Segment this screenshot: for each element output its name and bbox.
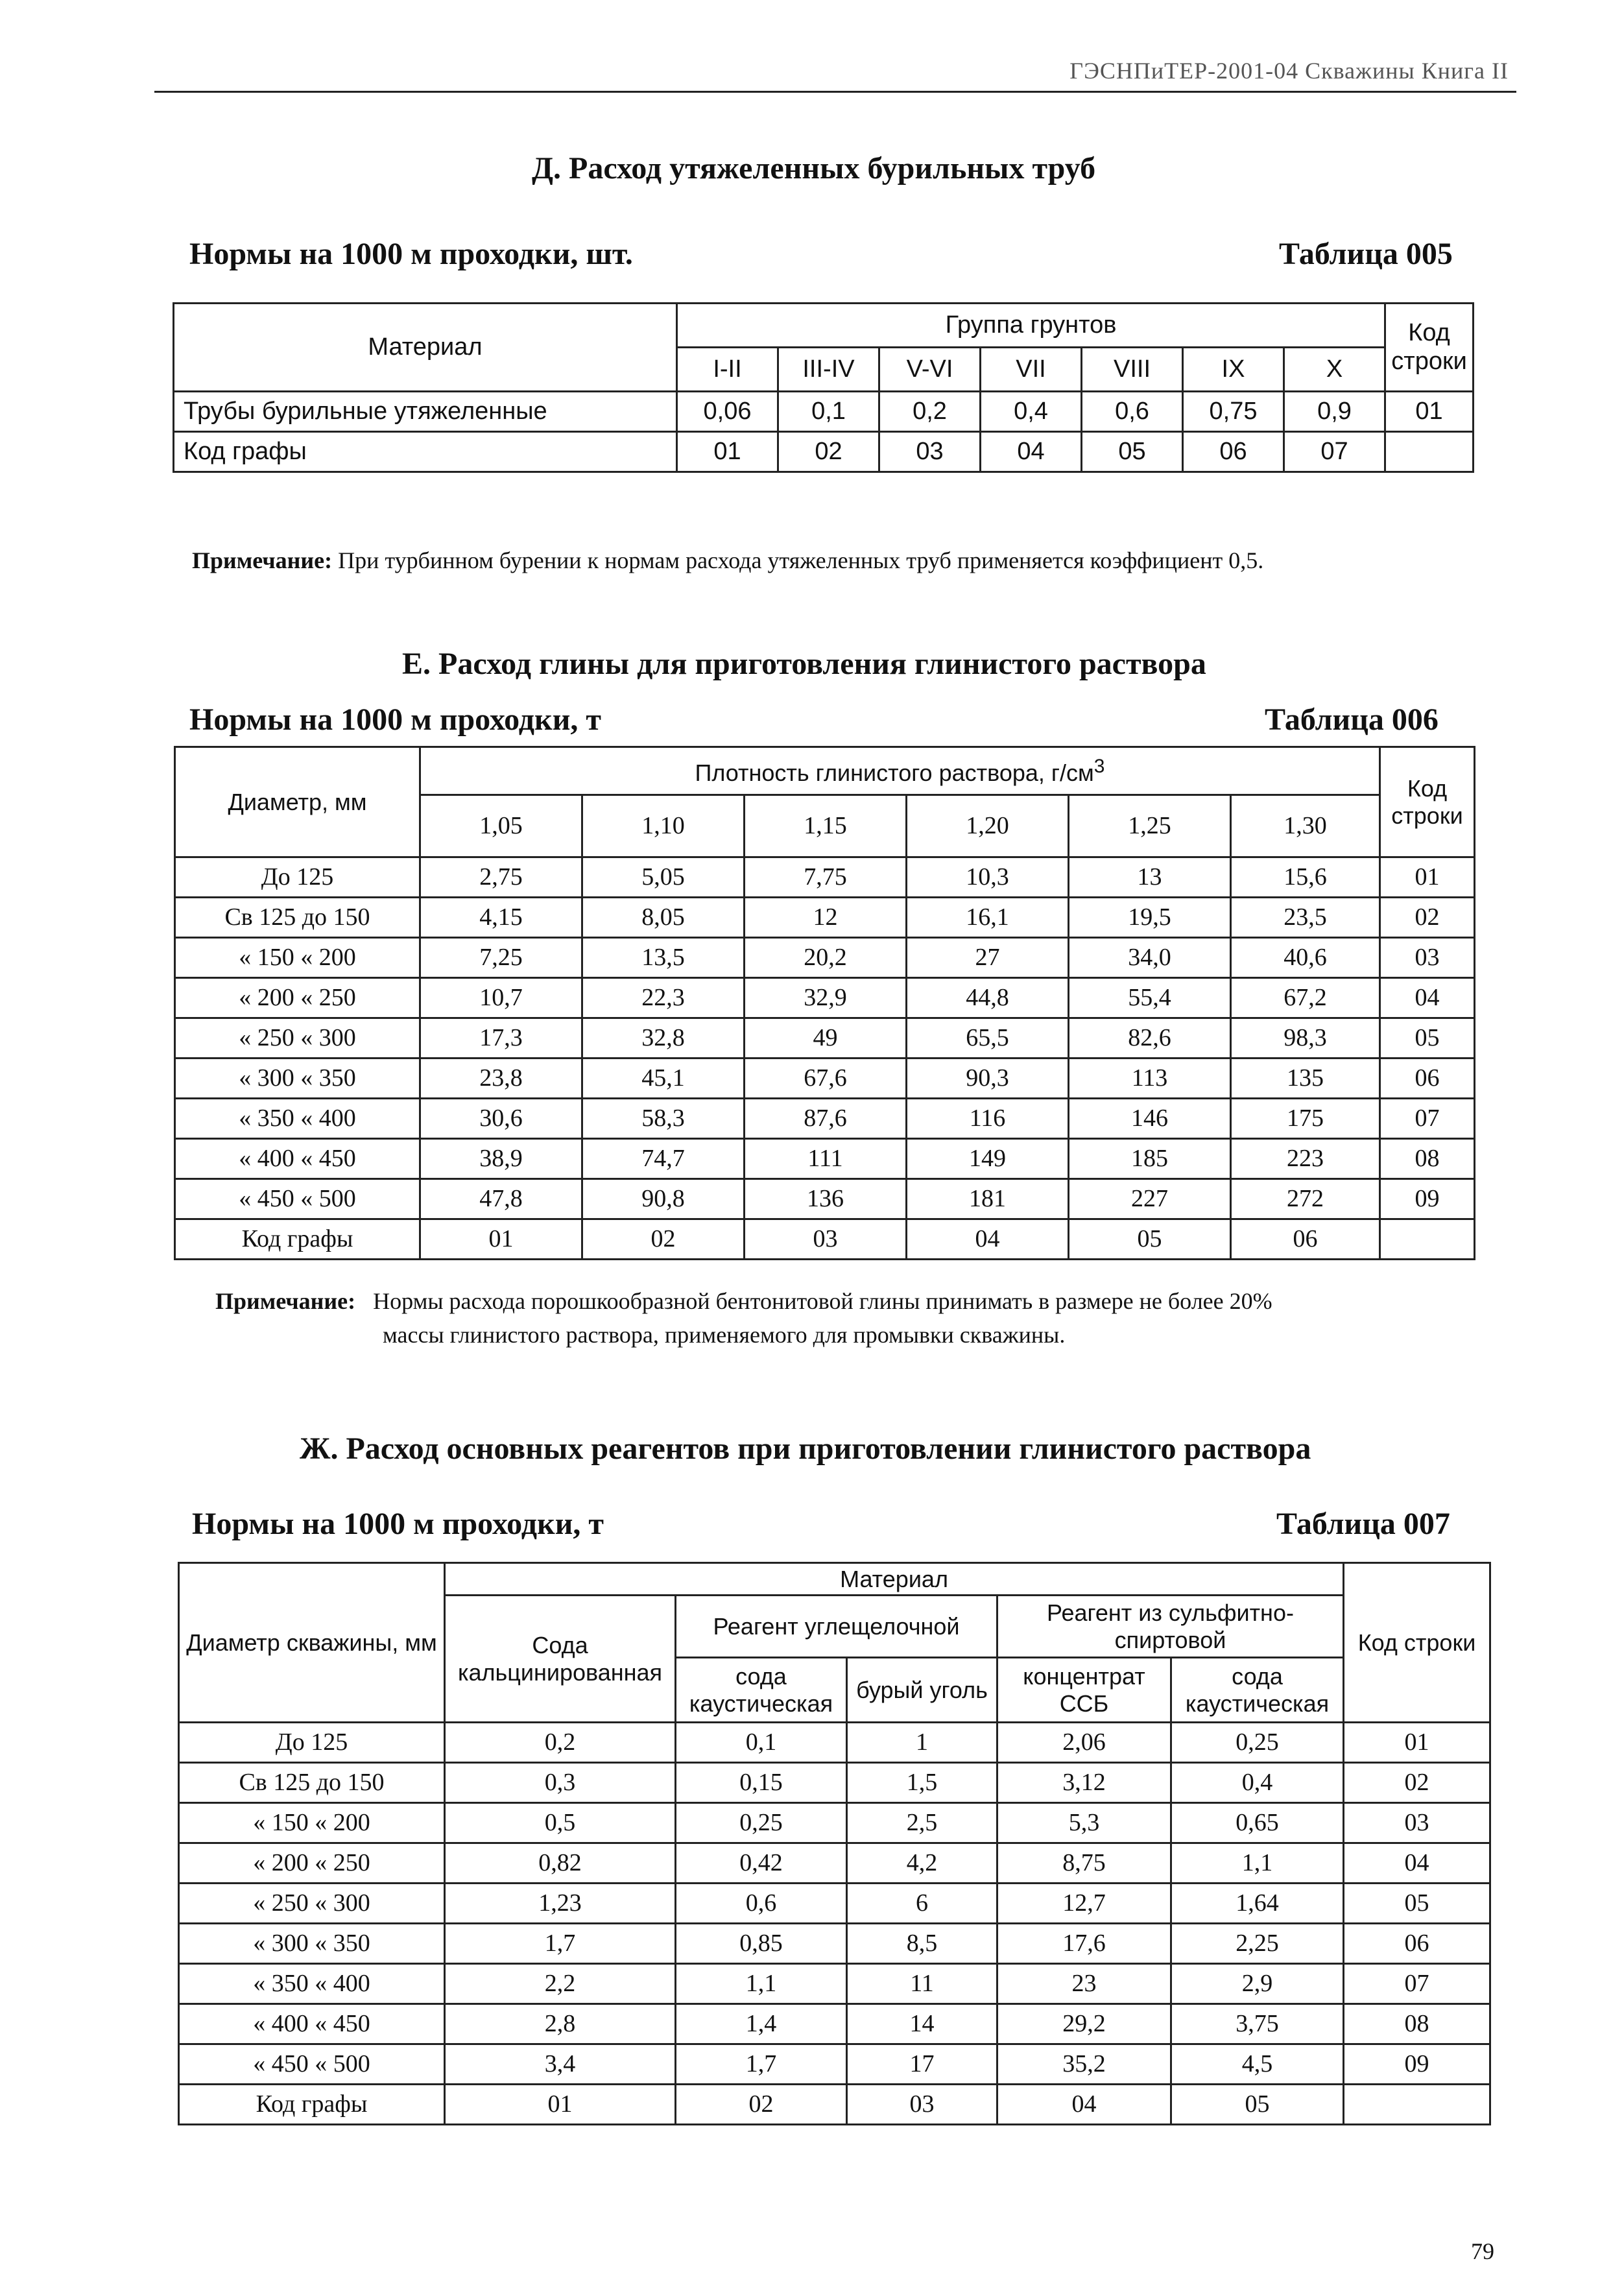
- t006-header-code: Код строки: [1380, 747, 1475, 857]
- table-row: [179, 1763, 1490, 1803]
- row-name: Код графы: [179, 2085, 445, 2125]
- cell: 02: [582, 1219, 745, 1260]
- section-e-table-label: Таблица 006: [1265, 702, 1439, 737]
- cell: 149: [907, 1139, 1069, 1179]
- cell: 30,6: [420, 1099, 582, 1139]
- t006-density: 1,05: [420, 795, 582, 857]
- cell: 0,3: [445, 1763, 676, 1803]
- density-unit-sup: 3: [1093, 755, 1105, 777]
- t005-header-material: Материал: [174, 304, 677, 392]
- cell: 12,7: [997, 1884, 1171, 1924]
- cell: 2,5: [847, 1803, 997, 1843]
- row-name: « 200 « 250: [175, 978, 420, 1018]
- table-row: [179, 1843, 1490, 1884]
- cell: 3,12: [997, 1763, 1171, 1803]
- cell: 8,75: [997, 1843, 1171, 1884]
- row-code: 04: [1344, 1843, 1490, 1884]
- cell: 16,1: [907, 898, 1069, 938]
- cell: 58,3: [582, 1099, 745, 1139]
- table-row: [175, 1139, 1475, 1179]
- cell: 47,8: [420, 1179, 582, 1219]
- cell: 8,05: [582, 898, 745, 938]
- section-d-table-label: Таблица 005: [1279, 237, 1453, 271]
- cell: 0,65: [1171, 1803, 1344, 1843]
- cell: 34,0: [1069, 938, 1231, 978]
- row-name: « 450 « 500: [179, 2044, 445, 2085]
- cell: 90,3: [907, 1059, 1069, 1099]
- t005-group: VIII: [1082, 348, 1183, 392]
- row-code: 07: [1344, 1964, 1490, 2004]
- row-name: До 125: [179, 1723, 445, 1763]
- cell: 01: [445, 2085, 676, 2125]
- t005-group: VII: [981, 348, 1082, 392]
- t007-header-diameter: Диаметр скважины, мм: [179, 1563, 445, 1723]
- cell: 0,2: [879, 392, 981, 432]
- table-row: [175, 1099, 1475, 1139]
- cell: 98,3: [1231, 1018, 1380, 1059]
- table-005: [173, 302, 1474, 473]
- cell: 82,6: [1069, 1018, 1231, 1059]
- row-code: 02: [1380, 898, 1475, 938]
- row-name: « 300 « 350: [175, 1059, 420, 1099]
- cell: 11: [847, 1964, 997, 2004]
- cell: 35,2: [997, 2044, 1171, 2085]
- running-header: ГЭСНПиТЕР-2001-04 Скважины Книга II: [1069, 58, 1509, 84]
- cell: 0,4: [981, 392, 1082, 432]
- cell: 0,5: [445, 1803, 676, 1843]
- cell: 13,5: [582, 938, 745, 978]
- cell: 87,6: [745, 1099, 907, 1139]
- cell: 0,1: [778, 392, 879, 432]
- t006-header-diameter: Диаметр, мм: [175, 747, 420, 857]
- t006-density: 1,10: [582, 795, 745, 857]
- t006-density: 1,25: [1069, 795, 1231, 857]
- row-code: 03: [1380, 938, 1475, 978]
- row-code: 01: [1385, 392, 1474, 432]
- cell: 4,15: [420, 898, 582, 938]
- header-rule: [154, 91, 1516, 93]
- cell: 6: [847, 1884, 997, 1924]
- cell: 1,1: [1171, 1843, 1344, 1884]
- row-name: « 300 « 350: [179, 1924, 445, 1964]
- row-code: [1344, 2085, 1490, 2125]
- cell: 2,75: [420, 857, 582, 898]
- row-name: Св 125 до 150: [179, 1763, 445, 1803]
- table-row: [179, 1803, 1490, 1843]
- t005-group: III-IV: [778, 348, 879, 392]
- cell: 0,42: [676, 1843, 847, 1884]
- row-code: 01: [1344, 1723, 1490, 1763]
- row-name: Код графы: [175, 1219, 420, 1260]
- cell: 10,3: [907, 857, 1069, 898]
- cell: 32,9: [745, 978, 907, 1018]
- cell: 7,25: [420, 938, 582, 978]
- row-code: [1380, 1219, 1475, 1260]
- cell: 111: [745, 1139, 907, 1179]
- cell: 1,1: [676, 1964, 847, 2004]
- cell: 0,2: [445, 1723, 676, 1763]
- row-name: Трубы бурильные утяжеленные: [174, 392, 677, 432]
- note-text: При турбинном бурении к нормам расхода утяжеленных труб применяется коэффициент 0,5.: [338, 547, 1264, 573]
- cell: 01: [420, 1219, 582, 1260]
- row-name: « 400 « 450: [179, 2004, 445, 2044]
- cell: 05: [1069, 1219, 1231, 1260]
- table-row: [179, 1884, 1490, 1924]
- cell: 135: [1231, 1059, 1380, 1099]
- cell: 1: [847, 1723, 997, 1763]
- cell: 20,2: [745, 938, 907, 978]
- cell: 146: [1069, 1099, 1231, 1139]
- cell: 0,75: [1183, 392, 1284, 432]
- cell: 7,75: [745, 857, 907, 898]
- cell: 2,06: [997, 1723, 1171, 1763]
- cell: 02: [676, 2085, 847, 2125]
- table-row: [175, 1219, 1475, 1260]
- t005-group: IX: [1183, 348, 1284, 392]
- row-code: 01: [1380, 857, 1475, 898]
- table-007: [178, 1562, 1491, 2125]
- cell: 1,7: [676, 2044, 847, 2085]
- cell: 23: [997, 1964, 1171, 2004]
- table-006: [174, 746, 1475, 1260]
- cell: 1,4: [676, 2004, 847, 2044]
- cell: 2,2: [445, 1964, 676, 2004]
- cell: 0,1: [676, 1723, 847, 1763]
- density-label: Плотность глинистого раствора, г/см: [695, 759, 1094, 786]
- section-e-norms: Нормы на 1000 м проходки, т: [189, 702, 601, 737]
- cell: 67,6: [745, 1059, 907, 1099]
- cell: 14: [847, 2004, 997, 2044]
- t006-density: 1,30: [1231, 795, 1380, 857]
- cell: 272: [1231, 1179, 1380, 1219]
- cell: 5,3: [997, 1803, 1171, 1843]
- table-row: [175, 857, 1475, 898]
- cell: 227: [1069, 1179, 1231, 1219]
- section-d-norms: Нормы на 1000 м проходки, шт.: [189, 237, 633, 271]
- row-code: 08: [1380, 1139, 1475, 1179]
- t006-density: 1,15: [745, 795, 907, 857]
- table-row: [175, 1018, 1475, 1059]
- cell: 3,4: [445, 2044, 676, 2085]
- cell: 12: [745, 898, 907, 938]
- t007-header-code: Код строки: [1344, 1563, 1490, 1723]
- cell: 03: [847, 2085, 997, 2125]
- cell: 40,6: [1231, 938, 1380, 978]
- section-zh-table-label: Таблица 007: [1276, 1507, 1450, 1541]
- table-row: [179, 2085, 1490, 2125]
- cell: 3,75: [1171, 2004, 1344, 2044]
- table-row: [174, 432, 1474, 472]
- t005-group: X: [1284, 348, 1385, 392]
- cell: 0,82: [445, 1843, 676, 1884]
- cell: 22,3: [582, 978, 745, 1018]
- cell: 181: [907, 1179, 1069, 1219]
- t007-sub-soda-caustic2: сода каустическая: [1171, 1658, 1344, 1723]
- t007-header-ugl: Реагент углещелочной: [676, 1596, 997, 1658]
- cell: 1,23: [445, 1884, 676, 1924]
- row-code: 08: [1344, 2004, 1490, 2044]
- cell: 0,6: [676, 1884, 847, 1924]
- t007-sub-soda-caustic: сода каустическая: [676, 1658, 847, 1723]
- section-e-note-line2: массы глинистого раствора, применяемого для промывки скважины.: [383, 1322, 1066, 1348]
- cell: 90,8: [582, 1179, 745, 1219]
- cell: 0,25: [676, 1803, 847, 1843]
- row-code: 07: [1380, 1099, 1475, 1139]
- cell: 19,5: [1069, 898, 1231, 938]
- row-name: « 350 « 400: [179, 1964, 445, 2004]
- section-e-note: [215, 1284, 1272, 1318]
- cell: 06: [1183, 432, 1284, 472]
- cell: 03: [745, 1219, 907, 1260]
- row-name: Код графы: [174, 432, 677, 472]
- table-row: [175, 938, 1475, 978]
- cell: 17: [847, 2044, 997, 2085]
- cell: 06: [1231, 1219, 1380, 1260]
- cell: 4,5: [1171, 2044, 1344, 2085]
- cell: 10,7: [420, 978, 582, 1018]
- cell: 27: [907, 938, 1069, 978]
- cell: 113: [1069, 1059, 1231, 1099]
- table-row: [179, 1924, 1490, 1964]
- cell: 8,5: [847, 1924, 997, 1964]
- cell: 55,4: [1069, 978, 1231, 1018]
- row-name: « 150 « 200: [175, 938, 420, 978]
- cell: 05: [1171, 2085, 1344, 2125]
- table-row: [179, 1723, 1490, 1763]
- cell: 01: [677, 432, 778, 472]
- cell: 15,6: [1231, 857, 1380, 898]
- cell: 1,7: [445, 1924, 676, 1964]
- section-d-title: Д. Расход утяжеленных бурильных труб: [532, 151, 1096, 185]
- table-row: [175, 1059, 1475, 1099]
- cell: 2,9: [1171, 1964, 1344, 2004]
- t007-sub-brown-coal: бурый уголь: [847, 1658, 997, 1723]
- cell: 03: [879, 432, 981, 472]
- row-name: « 400 « 450: [175, 1139, 420, 1179]
- row-code: 05: [1344, 1884, 1490, 1924]
- t007-body: [179, 1723, 1490, 2125]
- t006-body: [175, 857, 1475, 1260]
- cell: 1,64: [1171, 1884, 1344, 1924]
- row-code: 05: [1380, 1018, 1475, 1059]
- page-number: 79: [1471, 2238, 1494, 2264]
- cell: 38,9: [420, 1139, 582, 1179]
- row-name: « 200 « 250: [179, 1843, 445, 1884]
- row-code: 09: [1380, 1179, 1475, 1219]
- cell: 175: [1231, 1099, 1380, 1139]
- note-text-line1: Нормы расхода порошкообразной бентонитовой глины принимать в размере не более 20%: [373, 1288, 1272, 1314]
- section-d-note: [192, 544, 1263, 577]
- cell: 4,2: [847, 1843, 997, 1884]
- table-row: [175, 978, 1475, 1018]
- cell: 0,4: [1171, 1763, 1344, 1803]
- cell: 23,8: [420, 1059, 582, 1099]
- cell: 0,9: [1284, 392, 1385, 432]
- cell: 23,5: [1231, 898, 1380, 938]
- row-code: 04: [1380, 978, 1475, 1018]
- row-code: 03: [1344, 1803, 1490, 1843]
- cell: 45,1: [582, 1059, 745, 1099]
- cell: 07: [1284, 432, 1385, 472]
- row-name: « 250 « 300: [179, 1884, 445, 1924]
- cell: 29,2: [997, 2004, 1171, 2044]
- row-code: 06: [1344, 1924, 1490, 1964]
- section-zh-title: Ж. Расход основных реагентов при приготовлении глинистого раствора: [300, 1431, 1311, 1466]
- cell: 223: [1231, 1139, 1380, 1179]
- cell: 05: [1082, 432, 1183, 472]
- row-code: [1385, 432, 1474, 472]
- row-name: « 250 « 300: [175, 1018, 420, 1059]
- cell: 04: [981, 432, 1082, 472]
- row-name: « 350 « 400: [175, 1099, 420, 1139]
- table-row: [179, 2004, 1490, 2044]
- t005-header-group: Группа грунтов: [677, 304, 1385, 348]
- cell: 17,3: [420, 1018, 582, 1059]
- table-row: [179, 2044, 1490, 2085]
- cell: 49: [745, 1018, 907, 1059]
- t007-header-ssb: Реагент из сульфитно-спиртовой: [997, 1596, 1344, 1658]
- cell: 44,8: [907, 978, 1069, 1018]
- cell: 0,25: [1171, 1723, 1344, 1763]
- section-e-title: Е. Расход глины для приготовления глинистого раствора: [402, 647, 1206, 681]
- note-label: Примечание:: [215, 1288, 356, 1314]
- cell: 136: [745, 1179, 907, 1219]
- table-row: [174, 392, 1474, 432]
- cell: 13: [1069, 857, 1231, 898]
- row-name: « 450 « 500: [175, 1179, 420, 1219]
- cell: 0,15: [676, 1763, 847, 1803]
- cell: 02: [778, 432, 879, 472]
- section-zh-norms: Нормы на 1000 м проходки, т: [192, 1507, 604, 1541]
- cell: 2,25: [1171, 1924, 1344, 1964]
- cell: 0,6: [1082, 392, 1183, 432]
- t005-group: I-II: [677, 348, 778, 392]
- cell: 17,6: [997, 1924, 1171, 1964]
- cell: 116: [907, 1099, 1069, 1139]
- cell: 04: [907, 1219, 1069, 1260]
- cell: 74,7: [582, 1139, 745, 1179]
- table-row: [175, 1179, 1475, 1219]
- cell: 0,85: [676, 1924, 847, 1964]
- cell: 65,5: [907, 1018, 1069, 1059]
- table-row: [179, 1964, 1490, 2004]
- cell: 2,8: [445, 2004, 676, 2044]
- table-row: [175, 898, 1475, 938]
- row-name: Св 125 до 150: [175, 898, 420, 938]
- note-label: Примечание:: [192, 547, 333, 573]
- row-code: 06: [1380, 1059, 1475, 1099]
- t007-sub-concentrate: концентрат ССБ: [997, 1658, 1171, 1723]
- t007-header-material: Материал: [445, 1563, 1344, 1596]
- cell: 04: [997, 2085, 1171, 2125]
- t005-group: V-VI: [879, 348, 981, 392]
- cell: 5,05: [582, 857, 745, 898]
- t006-density: 1,20: [907, 795, 1069, 857]
- cell: 185: [1069, 1139, 1231, 1179]
- row-code: 02: [1344, 1763, 1490, 1803]
- cell: 67,2: [1231, 978, 1380, 1018]
- t007-header-soda: Сода кальцинированная: [445, 1596, 676, 1723]
- cell: 0,06: [677, 392, 778, 432]
- t006-header-density: [420, 747, 1380, 795]
- row-name: « 150 « 200: [179, 1803, 445, 1843]
- cell: 1,5: [847, 1763, 997, 1803]
- t005-header-code: Код строки: [1385, 304, 1474, 392]
- cell: 32,8: [582, 1018, 745, 1059]
- row-name: До 125: [175, 857, 420, 898]
- row-code: 09: [1344, 2044, 1490, 2085]
